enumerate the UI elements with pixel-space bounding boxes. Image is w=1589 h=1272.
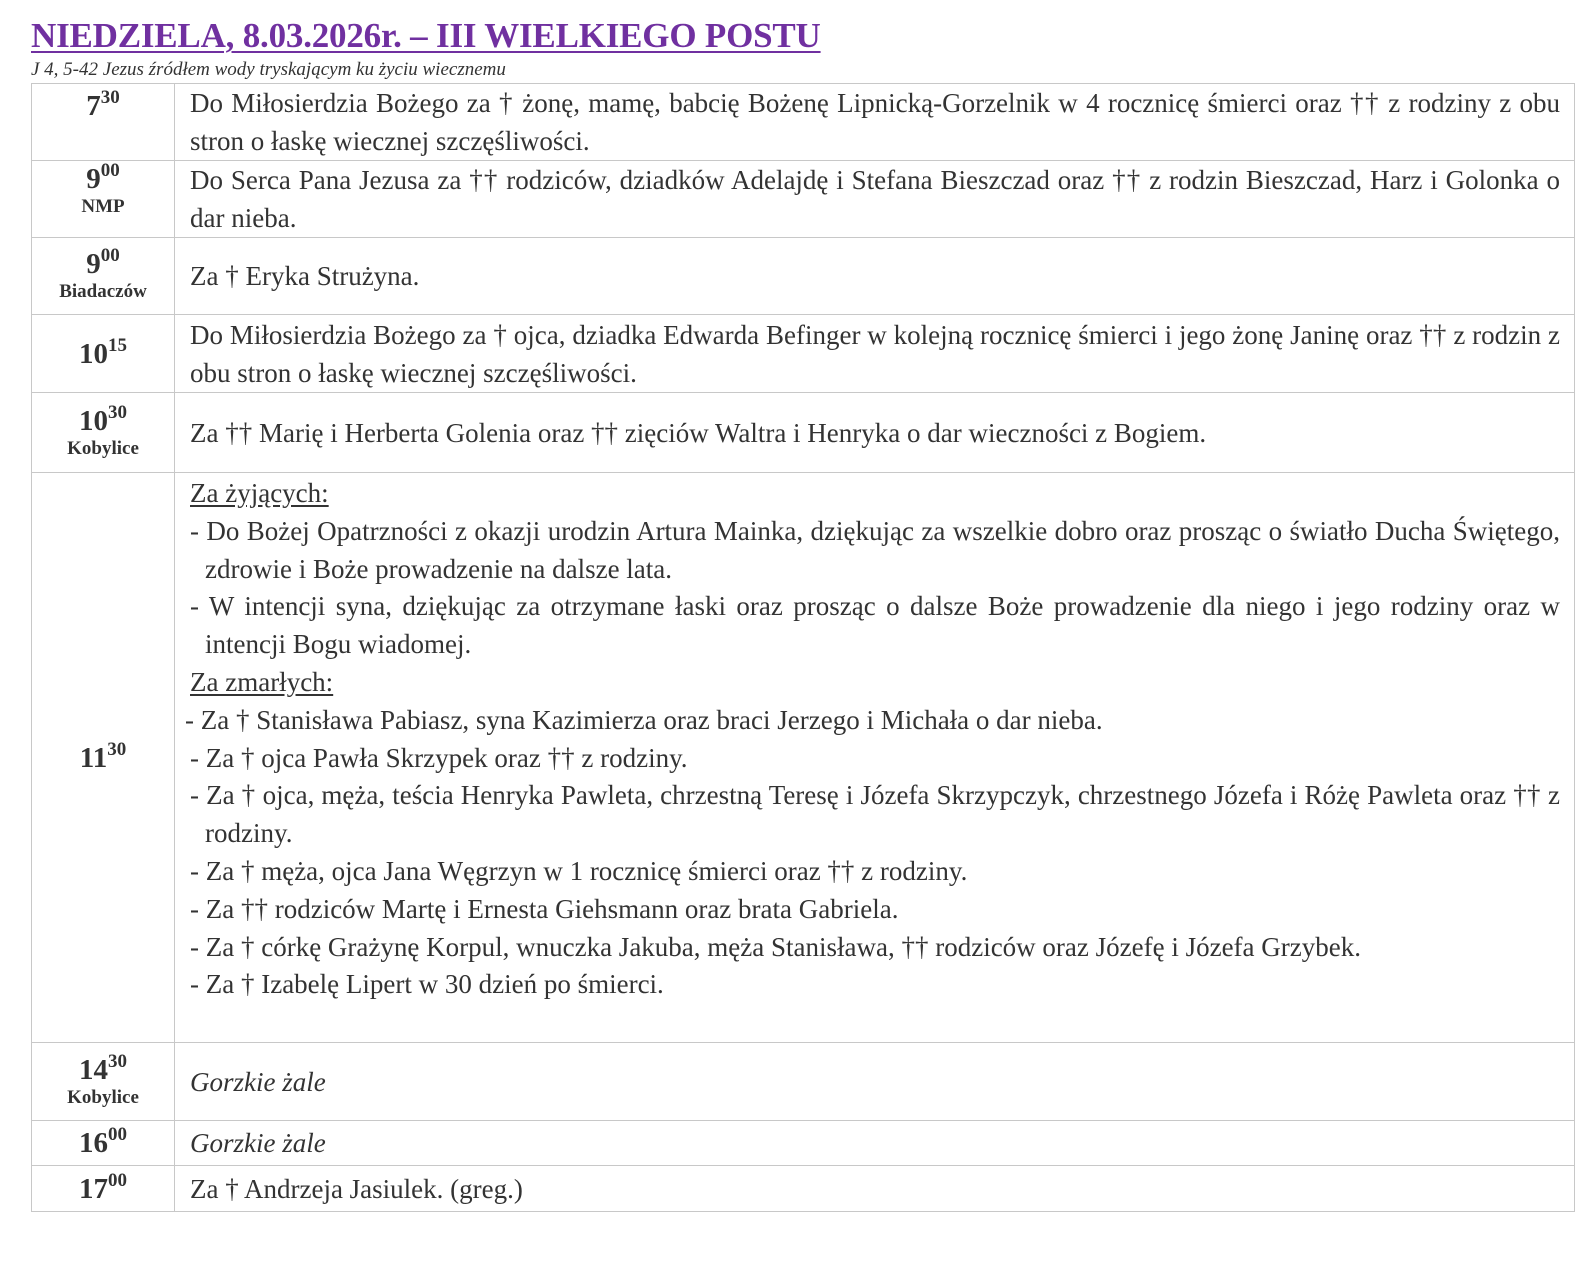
intention-cell: Do Miłosierdzia Bożego za † ojca, dziadka Edwarda Befinger w kolejną rocznicę śmierci i jego żonę Janinę oraz †† z rodzin z obu stron o łaskę wiecznej szczęśliwości. (175, 315, 1575, 393)
gospel-reference: J 4, 5-42 Jezus źródłem wody tryskającym ku życiu wiecznemu (31, 59, 506, 80)
page (31, 14, 1575, 1212)
time-cell (32, 473, 175, 1043)
hour: 10 (79, 337, 108, 370)
minute: 00 (100, 245, 120, 266)
intention-cell: Za † Eryka Strużyna. (175, 238, 1575, 315)
list-item: - Za †† rodziców Martę i Ernesta Giehsmann oraz brata Gabriela. (190, 893, 899, 924)
time-cell (32, 1121, 175, 1166)
time-cell (32, 84, 175, 161)
time-cell (32, 315, 175, 393)
list-item: - Za † ojca Pawła Skrzypek oraz †† z rodziny. (190, 742, 688, 773)
minute: 00 (108, 1169, 127, 1191)
minute: 00 (100, 160, 120, 181)
hour: 9 (86, 248, 101, 280)
place-label: NMP (81, 196, 125, 217)
list-item: - Za † Izabelę Lipert w 30 dzień po śmierci. (190, 969, 664, 1000)
list-item: - Za † męża, ojca Jana Węgrzyn w 1 rocznicę śmierci oraz †† z rodziny. (190, 855, 968, 886)
time-cell (32, 1043, 175, 1121)
hour: 11 (79, 741, 108, 774)
table-row (32, 1121, 1575, 1166)
list-item: - Za † ojca, męża, teścia Henryka Pawleta, chrzestną Teresę i Józefa Skrzypczyk, chrzestnego Józefa i Różę Pawleta oraz †† z rodziny. (190, 780, 1560, 849)
hour: 9 (86, 163, 101, 195)
list-item: - Za † córkę Grażynę Korpul, wnuczka Jakuba, męża Stanisława, †† rodziców oraz Józefę i Józefa Grzybek. (190, 931, 1361, 962)
time-cell (32, 161, 175, 238)
minute: 15 (108, 334, 127, 356)
time-cell (32, 393, 175, 473)
intention-cell: Gorzkie żale (175, 1043, 1575, 1121)
living-heading: Za żyjących: (190, 478, 329, 508)
intention-cell: Za † Andrzeja Jasiulek. (greg.) (175, 1166, 1575, 1212)
table-row (32, 238, 1575, 315)
hour: 17 (79, 1172, 108, 1205)
hour: 16 (79, 1127, 108, 1159)
table-row (32, 393, 1575, 473)
intention-cell: Za †† Marię i Herberta Golenia oraz †† zięciów Waltra i Henryka o dar wieczności z Bogiem. (175, 393, 1575, 473)
minute: 30 (107, 738, 127, 760)
table-row (32, 1043, 1575, 1121)
intention-cell (175, 473, 1575, 1043)
table-row (32, 473, 1575, 1043)
hour: 7 (86, 90, 101, 122)
intention-cell: Do Serca Pana Jezusa za †† rodziców, dziadków Adelajdę i Stefana Bieszczad oraz †† z rodzin Bieszczad, Harz i Golonka o dar nieba. (175, 161, 1575, 238)
table-row (32, 84, 1575, 161)
page-title: NIEDZIELA, 8.03.2026r. – III WIELKIEGO POSTU (31, 16, 821, 55)
time-cell (32, 1166, 175, 1212)
hour: 14 (79, 1053, 108, 1086)
list-item: - Do Bożej Opatrzności z okazji urodzin Artura Mainka, dziękując za wszelkie dobro oraz prosząc o światło Ducha Świętego, zdrowie i Boże prowadzenie na dalsze lata. (190, 515, 1560, 584)
table-row (32, 315, 1575, 393)
intention-cell: Do Miłosierdzia Bożego za † żonę, mamę, babcię Bożenę Lipnicką-Gorzelnik w 4 rocznicę śmierci oraz †† z rodziny z obu stron o łaskę wiecznej szczęśliwości. (175, 84, 1575, 161)
list-item: - W intencji syna, dziękując za otrzymane łaski oraz prosząc o dalsze Boże prowadzenie dla niego i jego rodziny oraz w intencji Bogu wiadomej. (190, 591, 1560, 660)
table-row (32, 1166, 1575, 1212)
place-label: Biadaczów (59, 281, 147, 302)
list-item: - Za † Stanisława Pabiasz, syna Kazimierza oraz braci Jerzego i Michała o dar nieba. (185, 704, 1103, 735)
mass-schedule-table (31, 83, 1575, 1212)
minute: 00 (108, 1124, 127, 1145)
minute: 30 (100, 87, 120, 108)
place-label: Kobylice (67, 437, 139, 459)
place-label: Kobylice (67, 1086, 139, 1108)
minute: 30 (108, 401, 127, 423)
minute: 30 (108, 1050, 127, 1072)
hour: 10 (79, 404, 108, 437)
intention-cell: Gorzkie żale (175, 1121, 1575, 1166)
dead-heading: Za zmarłych: (190, 666, 334, 697)
table-row (32, 161, 1575, 238)
time-cell (32, 238, 175, 315)
